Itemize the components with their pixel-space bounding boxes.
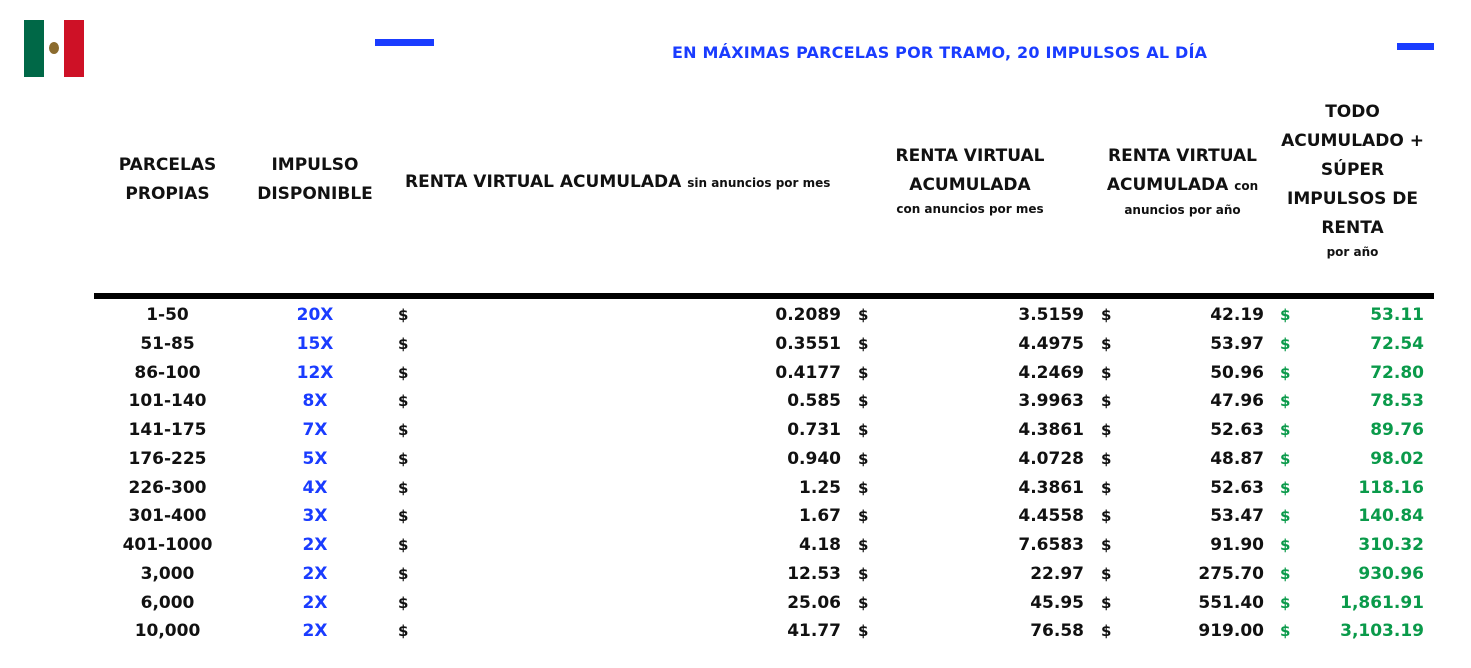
currency-symbol: $	[1280, 593, 1291, 612]
table-row	[0, 387, 1471, 416]
cell-renta-ano: 275.70	[1198, 563, 1264, 584]
table-row	[0, 359, 1471, 388]
header-renta-sin-anuncios	[405, 168, 855, 198]
currency-symbol: $	[1101, 536, 1112, 554]
page-subtitle: EN MÁXIMAS PARCELAS POR TRAMO, 20 IMPULSOS AL DÍA	[672, 43, 1208, 62]
cell-total: 98.02	[1370, 448, 1424, 469]
cell-renta-sin: 0.3551	[775, 333, 841, 354]
cell-renta-ano: 47.96	[1210, 391, 1264, 412]
currency-symbol: $	[1101, 306, 1112, 324]
currency-symbol: $	[858, 449, 869, 468]
cell-renta-ano: 52.63	[1210, 420, 1264, 440]
cell-range: 6,000	[140, 592, 195, 613]
currency-symbol: $	[1280, 478, 1291, 497]
currency-symbol: $	[1280, 421, 1291, 439]
cell-renta-ano: 48.87	[1210, 448, 1264, 469]
header-renta-ano-inline: con	[1234, 179, 1259, 193]
header-renta-ano-main: RENTA VIRTUAL ACUMULADA	[1106, 146, 1257, 195]
cell-renta-mes: 22.97	[1030, 563, 1084, 584]
header-renta-sin-small: sin anuncios por mes	[687, 176, 831, 190]
currency-symbol: $	[1280, 564, 1291, 583]
currency-symbol: $	[398, 334, 409, 353]
table-row	[0, 589, 1471, 618]
cell-total: 78.53	[1370, 391, 1424, 412]
cell-renta-mes: 4.2469	[1018, 362, 1084, 383]
cell-renta-sin: 0.940	[787, 448, 841, 469]
cell-renta-mes: 3.5159	[1018, 305, 1084, 325]
cell-impulse: 8X	[302, 391, 328, 412]
cell-impulse: 15X	[296, 333, 334, 354]
header-renta-ano	[1095, 142, 1270, 219]
table-row	[0, 445, 1471, 474]
currency-symbol: $	[398, 449, 409, 468]
cell-renta-ano: 42.19	[1210, 305, 1264, 325]
cell-range: 86-100	[134, 362, 201, 383]
cell-renta-mes: 7.6583	[1018, 535, 1084, 555]
currency-symbol: $	[858, 306, 869, 324]
currency-symbol: $	[1280, 449, 1291, 468]
cell-range: 226-300	[128, 477, 207, 498]
cell-renta-sin: 0.585	[787, 391, 841, 412]
table-row	[0, 617, 1471, 646]
cell-total: 1,861.91	[1340, 592, 1424, 613]
currency-symbol: $	[858, 478, 869, 497]
header-parcelas: PARCELAS PROPIAS	[118, 155, 217, 204]
mexico-flag-icon	[24, 20, 84, 77]
cell-impulse: 5X	[302, 448, 328, 469]
cell-impulse: 3X	[302, 506, 328, 527]
cell-renta-sin: 4.18	[799, 535, 841, 555]
table-row	[0, 416, 1471, 445]
header-todo-main: TODO ACUMULADO + SÚPER IMPULSOS DE RENTA	[1281, 102, 1424, 238]
cell-renta-ano: 50.96	[1210, 362, 1264, 383]
currency-symbol: $	[398, 622, 409, 641]
cell-renta-ano: 52.63	[1210, 477, 1264, 498]
currency-symbol: $	[858, 507, 869, 526]
currency-symbol: $	[1101, 622, 1112, 641]
cell-total: 72.80	[1370, 362, 1424, 383]
currency-symbol: $	[858, 363, 869, 382]
cell-renta-ano: 91.90	[1210, 535, 1264, 555]
currency-symbol: $	[1101, 449, 1112, 468]
cell-impulse: 7X	[302, 420, 328, 440]
table-row	[0, 502, 1471, 531]
table-row	[0, 474, 1471, 503]
cell-range: 401-1000	[122, 535, 213, 555]
table-row	[0, 531, 1471, 560]
currency-symbol: $	[1101, 593, 1112, 612]
currency-symbol: $	[1101, 421, 1112, 439]
currency-symbol: $	[858, 593, 869, 612]
cell-total: 118.16	[1358, 477, 1424, 498]
cell-range: 3,000	[140, 563, 195, 584]
cell-renta-ano: 551.40	[1198, 592, 1264, 613]
cell-impulse: 4X	[302, 477, 328, 498]
cell-renta-sin: 12.53	[787, 563, 841, 584]
header-todo-small: por año	[1326, 245, 1379, 259]
cell-total: 72.54	[1370, 333, 1424, 354]
decorative-dash	[375, 39, 434, 46]
cell-renta-mes: 45.95	[1030, 592, 1084, 613]
cell-renta-sin: 41.77	[787, 621, 841, 642]
cell-impulse: 12X	[296, 362, 334, 383]
currency-symbol: $	[1280, 622, 1291, 641]
decorative-dash	[1397, 43, 1434, 50]
currency-symbol: $	[1280, 306, 1291, 324]
cell-range: 141-175	[128, 420, 207, 440]
currency-symbol: $	[1101, 564, 1112, 583]
currency-symbol: $	[398, 593, 409, 612]
cell-range: 301-400	[128, 506, 207, 527]
currency-symbol: $	[398, 306, 409, 324]
currency-symbol: $	[858, 536, 869, 554]
currency-symbol: $	[398, 478, 409, 497]
cell-renta-sin: 0.4177	[775, 362, 841, 383]
currency-symbol: $	[858, 392, 869, 411]
table-row	[0, 330, 1471, 359]
currency-symbol: $	[1101, 363, 1112, 382]
cell-renta-sin: 25.06	[787, 592, 841, 613]
currency-symbol: $	[398, 536, 409, 554]
cell-total: 930.96	[1358, 563, 1424, 584]
currency-symbol: $	[858, 564, 869, 583]
cell-range: 1-50	[146, 305, 189, 325]
cell-renta-sin: 0.731	[787, 420, 841, 440]
currency-symbol: $	[1280, 507, 1291, 526]
cell-impulse: 20X	[296, 305, 334, 325]
cell-renta-mes: 4.3861	[1018, 420, 1084, 440]
header-renta-mes	[870, 142, 1070, 218]
currency-symbol: $	[1101, 392, 1112, 411]
header-divider	[94, 293, 1434, 299]
cell-renta-mes: 76.58	[1030, 621, 1084, 642]
header-renta-sin-main: RENTA VIRTUAL ACUMULADA	[405, 172, 682, 192]
cell-impulse: 2X	[302, 563, 328, 584]
cell-total: 3,103.19	[1340, 621, 1424, 642]
cell-renta-sin: 0.2089	[775, 305, 841, 325]
cell-impulse: 2X	[302, 535, 328, 555]
cell-renta-ano: 53.47	[1210, 506, 1264, 527]
cell-renta-sin: 1.67	[799, 506, 841, 527]
header-impulso: IMPULSO DISPONIBLE	[257, 155, 373, 204]
header-renta-mes-small: con anuncios por mes	[896, 202, 1044, 216]
currency-symbol: $	[398, 507, 409, 526]
header-renta-ano-small: anuncios por año	[1124, 203, 1241, 217]
currency-symbol: $	[858, 622, 869, 641]
table-row	[0, 560, 1471, 589]
currency-symbol: $	[1280, 392, 1291, 411]
currency-symbol: $	[858, 334, 869, 353]
currency-symbol: $	[398, 392, 409, 411]
currency-symbol: $	[858, 421, 869, 439]
cell-total: 89.76	[1370, 420, 1424, 440]
header-todo-acumulado	[1280, 98, 1425, 261]
cell-renta-mes: 4.0728	[1018, 448, 1084, 469]
currency-symbol: $	[1280, 363, 1291, 382]
currency-symbol: $	[1101, 478, 1112, 497]
cell-renta-mes: 4.3861	[1018, 477, 1084, 498]
cell-renta-mes: 4.4975	[1018, 333, 1084, 354]
cell-renta-ano: 919.00	[1198, 621, 1264, 642]
currency-symbol: $	[1280, 536, 1291, 554]
cell-range: 176-225	[128, 448, 207, 469]
currency-symbol: $	[1280, 334, 1291, 353]
table-row	[0, 301, 1471, 330]
cell-range: 10,000	[134, 621, 201, 642]
currency-symbol: $	[1101, 334, 1112, 353]
cell-range: 101-140	[128, 391, 207, 412]
cell-renta-mes: 3.9963	[1018, 391, 1084, 412]
cell-renta-mes: 4.4558	[1018, 506, 1084, 527]
currency-symbol: $	[1101, 507, 1112, 526]
cell-renta-sin: 1.25	[799, 477, 841, 498]
cell-range: 51-85	[140, 333, 195, 354]
cell-total: 310.32	[1358, 535, 1424, 555]
cell-total: 53.11	[1370, 305, 1424, 325]
currency-symbol: $	[398, 564, 409, 583]
header-renta-mes-main: RENTA VIRTUAL ACUMULADA	[895, 146, 1045, 195]
cell-renta-ano: 53.97	[1210, 333, 1264, 354]
cell-impulse: 2X	[302, 592, 328, 613]
cell-total: 140.84	[1358, 506, 1424, 527]
currency-symbol: $	[398, 363, 409, 382]
cell-impulse: 2X	[302, 621, 328, 642]
currency-symbol: $	[398, 421, 409, 439]
